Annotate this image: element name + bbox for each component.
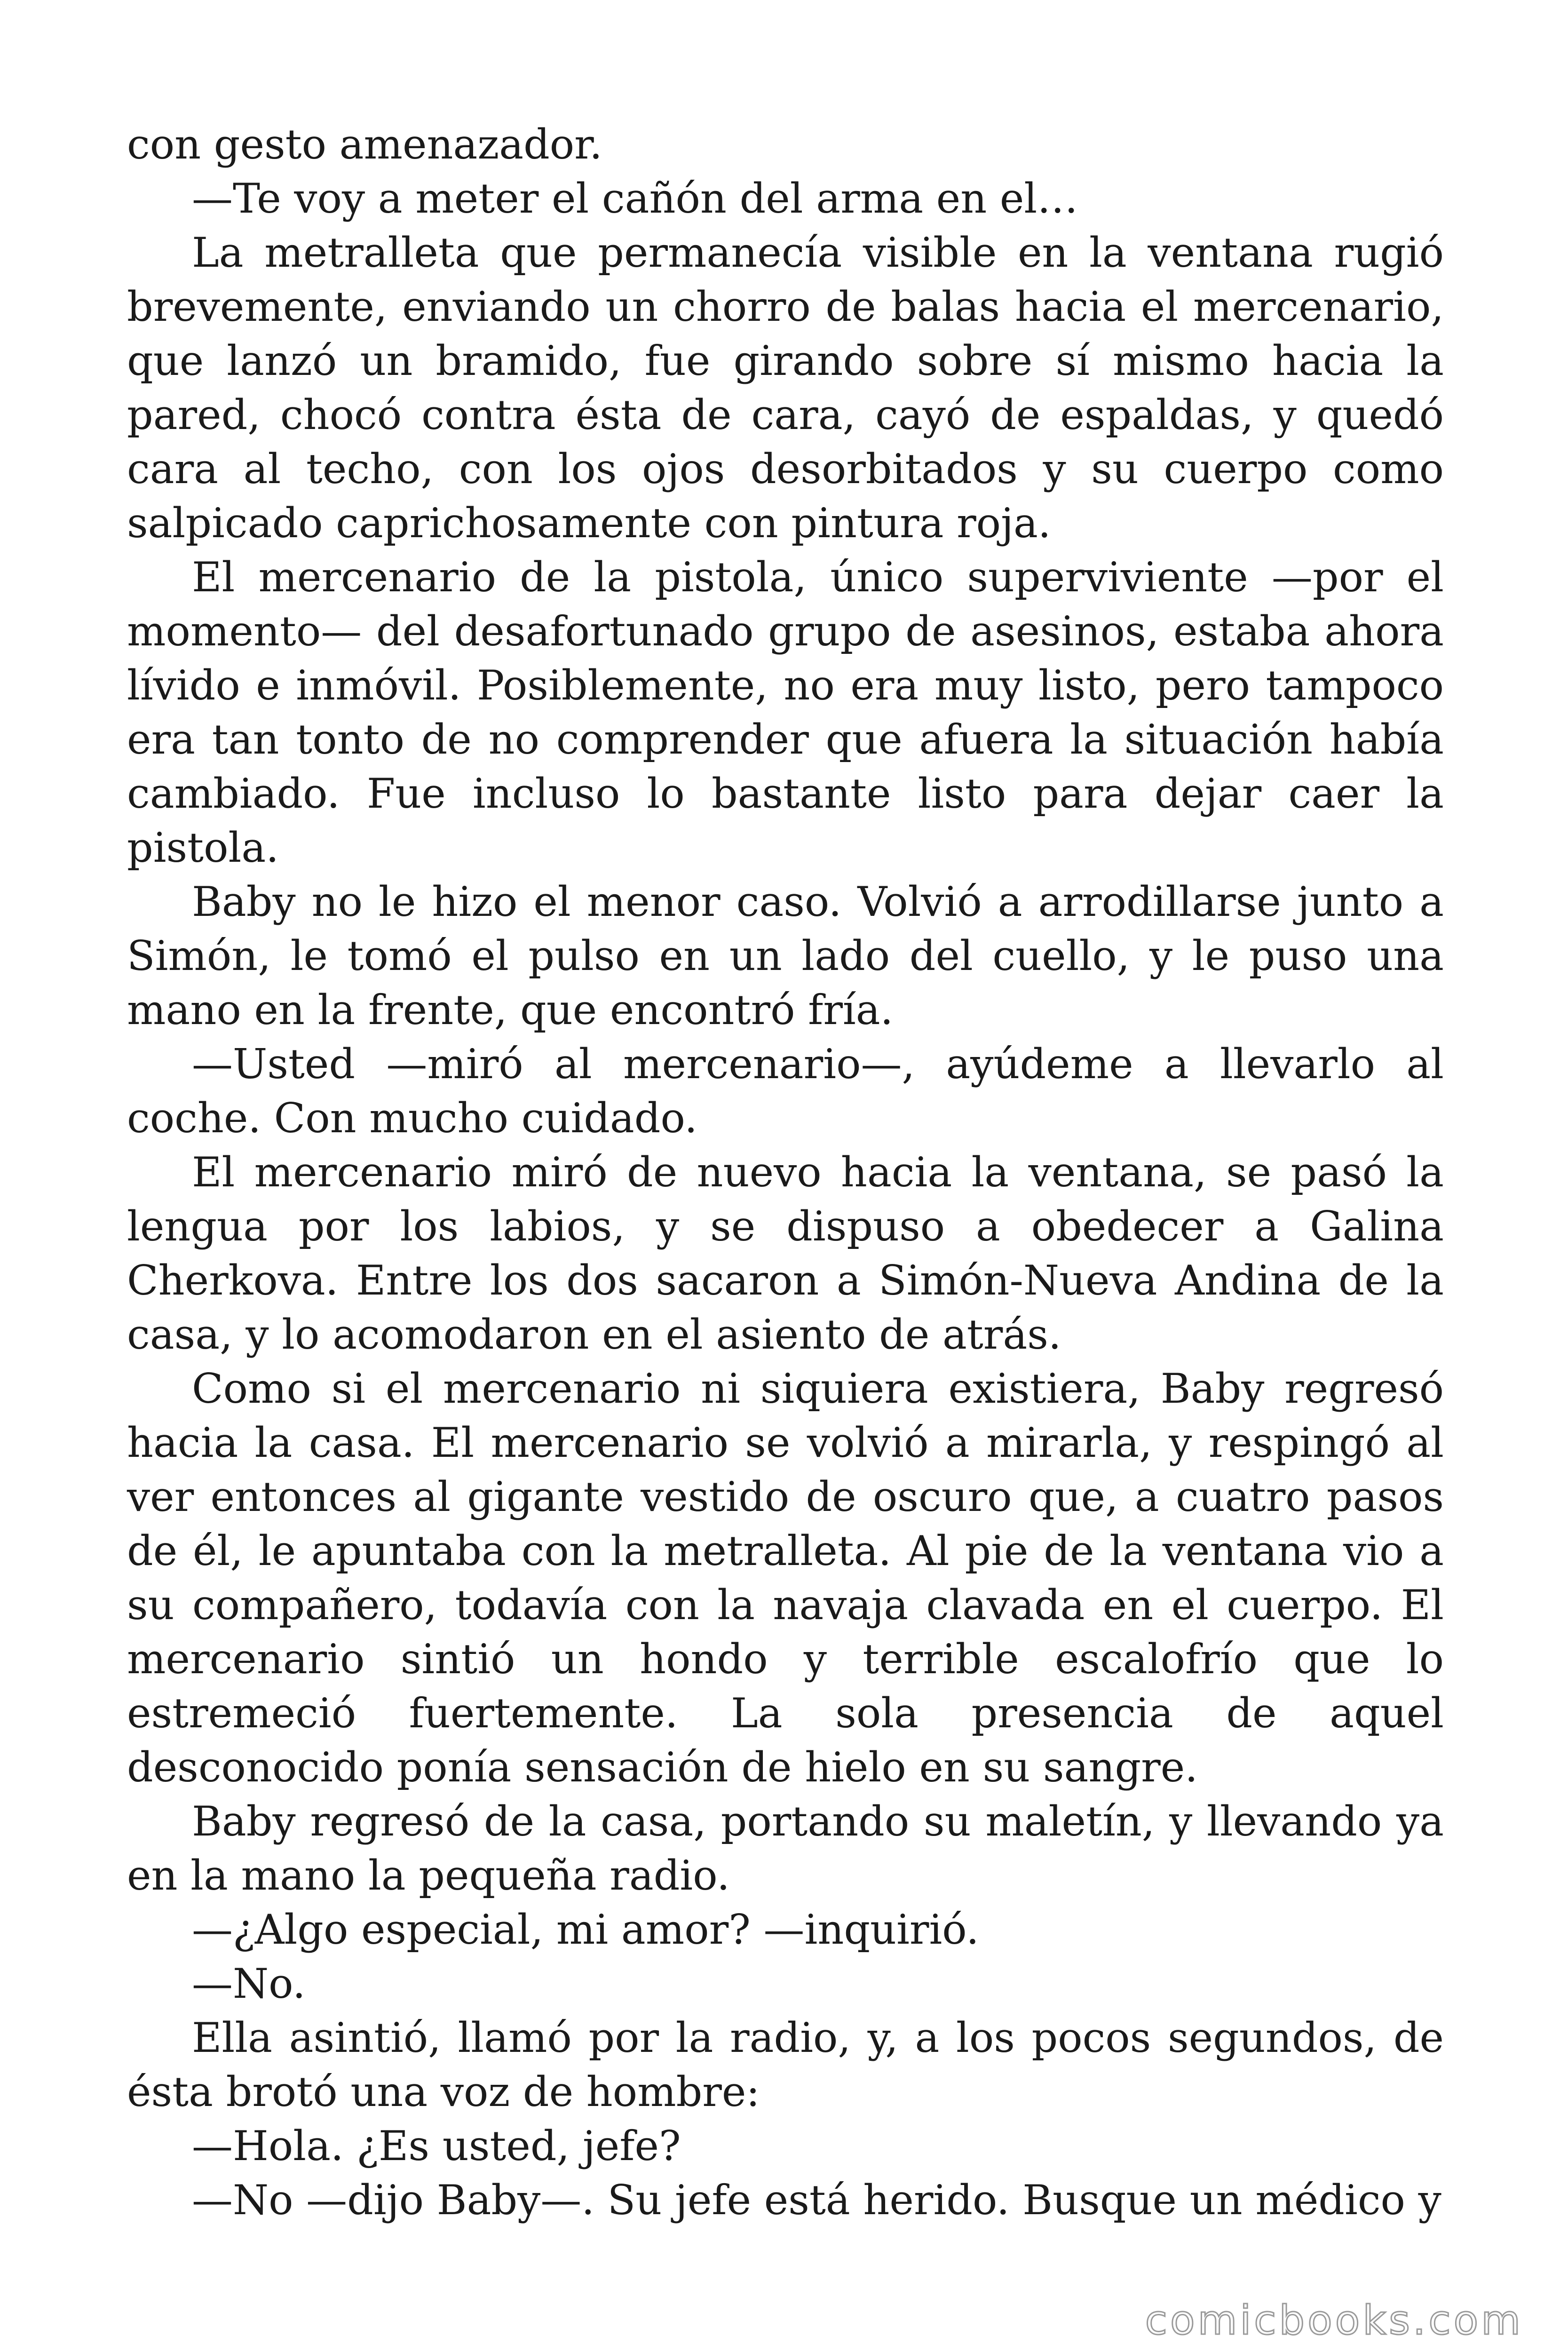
paragraph-6: —Usted —miró al mercenario—, ayúdeme a llevarlo al coche. Con mucho cuidado. — [127, 1040, 1444, 1142]
watermark: comicbooks.com — [1145, 2297, 1523, 2344]
paragraph-1: con gesto amenazador. — [127, 120, 602, 168]
paragraph-10: —¿Algo especial, mi amor? —inquirió. — [192, 1906, 979, 1954]
paragraph-13: —Hola. ¿Es usted, jefe? — [192, 2122, 681, 2170]
paragraph-14: —No —dijo Baby—. Su jefe está herido. Busque un médico y — [192, 2176, 1441, 2224]
paragraph-8: Como si el mercenario ni siquiera existiera, Baby regresó hacia la casa. El mercenario se volvió a mirarla, y respingó al ver entonces al gigante vestido de oscuro que, a cuatro pasos de él, le apuntaba con la metralleta. Al pie de la ventana vio a su compañero, todavía con la navaja clavada en el cuerpo. El mercenario sintió un hondo y terrible escalofrío que lo estremeció fuertemente. La sola presencia de aquel desconocido ponía sensación de hielo en su sangre. — [127, 1365, 1444, 1791]
paragraph-7: El mercenario miró de nuevo hacia la ventana, se pasó la lengua por los labios, y se dispuso a obedecer a Galina Cherkova. Entre los dos sacaron a Simón-Nueva Andina de la casa, y lo acomodaron en el asiento de atrás. — [127, 1148, 1444, 1359]
book-page-text — [127, 118, 1444, 2227]
paragraph-2: —Te voy a meter el cañón del arma en el… — [192, 175, 1078, 222]
paragraph-4: El mercenario de la pistola, único superviviente —por el momento— del desafortunado grupo de asesinos, estaba ahora lívido e inmóvil. Posiblemente, no era muy listo, pero tampoco era tan tonto de no comprender que afuera la situación había cambiado. Fue incluso lo bastante listo para dejar caer la pistola. — [127, 553, 1444, 872]
paragraph-3: La metralleta que permanecía visible en la ventana rugió brevemente, enviando un chorro de balas hacia el mercenario, que lanzó un bramido, fue girando sobre sí mismo hacia la pared, chocó contra ésta de cara, cayó de espaldas, y quedó cara al techo, con los ojos desorbitados y su cuerpo como salpicado caprichosamente con pintura roja. — [127, 229, 1444, 547]
paragraph-12: Ella asintió, llamó por la radio, y, a los pocos segundos, de ésta brotó una voz de hombre: — [127, 2014, 1444, 2116]
paragraph-5: Baby no le hizo el menor caso. Volvió a arrodillarse junto a Simón, le tomó el pulso en un lado del cuello, y le puso una mano en la frente, que encontró fría. — [127, 878, 1444, 1034]
paragraph-9: Baby regresó de la casa, portando su maletín, y llevando ya en la mano la pequeña radio. — [127, 1797, 1444, 1899]
paragraph-11: —No. — [192, 1960, 306, 2008]
